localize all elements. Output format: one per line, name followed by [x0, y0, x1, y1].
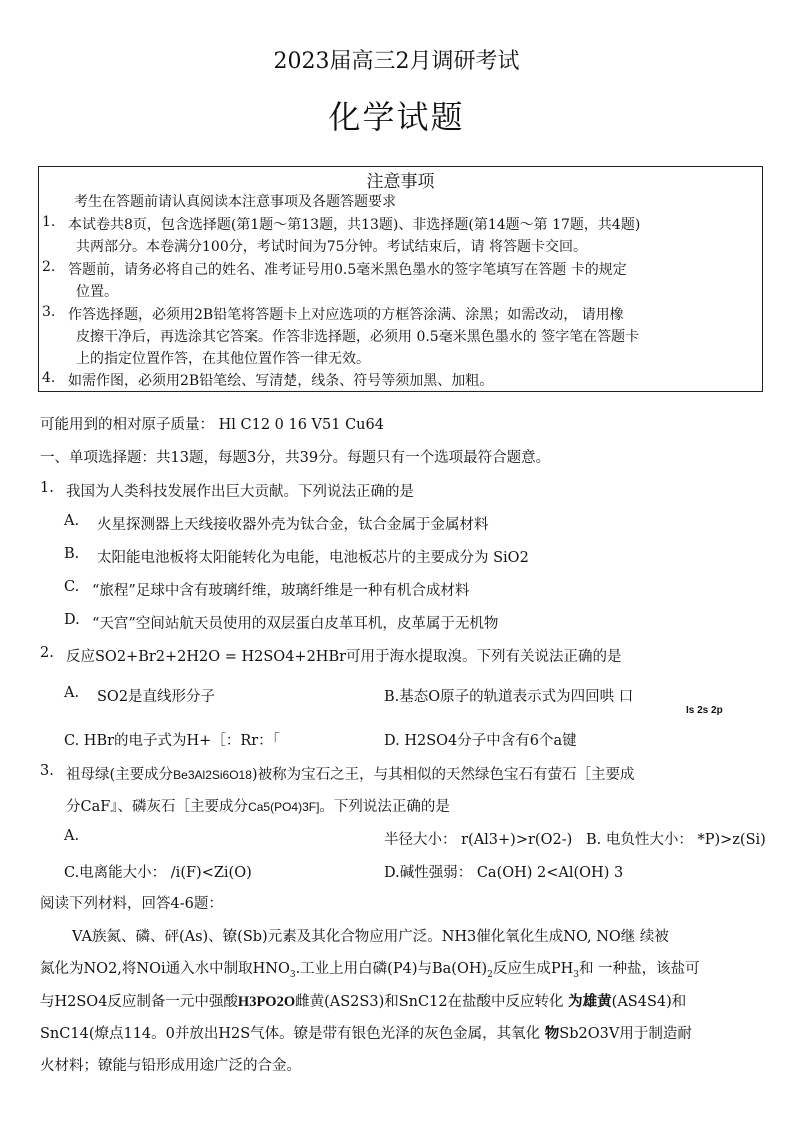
q2-orbital-labels: Is 2s 2p [686, 705, 723, 716]
q1-option-d-label: D. [64, 612, 80, 628]
q3-apatite-formula: Ca5(PO4)3F] [248, 800, 320, 814]
reading-line-4-b: Sb2O3V用于制造耐 [559, 1026, 692, 1042]
notice-item-4-num: 4. [42, 370, 56, 386]
q2-number: 2. [40, 645, 54, 661]
q3-option-a-label: A. [64, 828, 80, 844]
q3-line-2 [66, 795, 450, 816]
reading-line-3 [40, 990, 686, 1011]
atomic-masses: 可能用到的相对原子质量： Hl C12 0 16 V51 Cu64 [40, 417, 384, 433]
reading-line-3-bold-2: 为雄黄 [568, 993, 612, 1010]
reading-line-2-sub-2: 2 [487, 969, 493, 980]
q3-beryl-formula: Be3Al2Si6O18 [173, 768, 252, 782]
q3-line-1-pre: 祖母绿(主要成分 [66, 767, 174, 783]
q3-option-c-text: C.电离能大小： /i(F)<Zi(O) [64, 865, 252, 881]
notice-item-3-line1: 作答选择题，必须用2B铅笔将答题卡上对应选项的方框答涂满、涂黑；如需改动， 请用橡 [68, 307, 624, 323]
q3-line-1 [66, 763, 635, 784]
reading-line-1: VA族氮、磷、砰(As)、镣(Sb)元素及其化合物应用广泛。NH3催化氧化生成NO, NO继 续被 [72, 929, 669, 945]
reading-line-2-e: 反应生成PH [492, 961, 574, 977]
notice-item-2-line1: 答题前，请务必将自己的姓名、准考证号用0.5毫米黑色墨水的签字笔填写在答题 卡的规定 [68, 262, 627, 278]
q1-option-b-text: 太阳能电池板将太阳能转化为电能，电池板芯片的主要成分为 SiO2 [97, 550, 529, 566]
q3-option-b-text: B. 电负性大小： *P)>z(Si) [586, 832, 766, 848]
reading-line-2 [40, 957, 700, 980]
q3-option-d-text: D.碱性强弱： Ca(OH) 2<Al(OH) 3 [384, 865, 624, 881]
q1-option-d-text: “天宫”空间站航天员使用的双层蛋白皮革耳机，皮革属于无机物 [92, 616, 499, 632]
section-1-heading: 一、单项选择题：共13题，每题3分，共39分。每题只有一个选项最符合题意。 [40, 450, 551, 466]
reading-line-3-c: 雌黄(AS2S3)和SnC12在盐酸中反应转化 [295, 994, 569, 1010]
reading-line-4-a: SnC14(燎点114。0并放出H2S气体。镣是带有银色光泽的灰色金属，其氧化 [40, 1026, 545, 1042]
notice-item-2-line2: 位置。 [76, 284, 118, 300]
notice-item-1-line2: 共两部分。本卷满分100分，考试时间为75分钟。考试结束后，请 将答题卡交回。 [76, 239, 587, 255]
q1-option-b-label: B. [64, 546, 80, 562]
notice-box [38, 166, 763, 392]
subject-title: 化学试题 [328, 98, 465, 136]
q2-option-a-label: A. [64, 685, 80, 701]
q3-line-2-post: 。下列说法正确的是 [319, 799, 450, 815]
reading-line-3-a: 与H2SO4反应制备一元中强酸 [40, 994, 238, 1010]
reading-line-4 [40, 1022, 692, 1043]
q2-stem: 反应SO2+Br2+2H2O = H2SO4+2HBr可用于海水提取溴。下列有关说法正确的是 [66, 649, 622, 665]
reading-line-2-g: 和 一种盐，该盐可 [579, 961, 700, 977]
notice-title: 注意事项 [366, 172, 435, 192]
q3-line-2-pre: 分CaF』、磷灰石［主要成分 [66, 799, 249, 815]
notice-intro: 考生在答题前请认真阅读本注意事项及各题答题要求 [74, 194, 396, 210]
q2-option-a-text: SO2是直线形分子 [97, 689, 216, 705]
notice-item-3-num: 3. [42, 304, 56, 320]
notice-item-3-line2: 皮擦干净后，再选涂其它答案。作答非选择题，必须用 0.5毫米黑色墨水的 签字笔在答题卡 [76, 329, 640, 345]
notice-item-1-line1: 本试卷共8页，包含选择题(第1题～第13题，共13题)、非选择题(第14题～第 17题，共4题) [68, 217, 641, 233]
q1-number: 1. [40, 480, 54, 496]
q3-option-a-text: 半径大小： r(Al3+)>r(O2-) [384, 832, 573, 848]
q1-option-c-text: “旅程”足球中含有玻璃纤维，玻璃纤维是一种有机合成材料 [92, 583, 470, 599]
reading-line-3-d: (AS4S4)和 [611, 994, 687, 1010]
notice-item-4-line1: 如需作图，必须用2B铅笔绘、写清楚，线条、符号等须加黑、加粗。 [68, 373, 494, 389]
exam-title: 2023届高三2月调研考试 [273, 49, 520, 74]
reading-line-2-a: 氮化为NO2,将NOi通入水中制取HNO [40, 961, 290, 977]
notice-item-2-num: 2. [42, 259, 56, 275]
notice-item-3-line3: 上的指定位置作答，在其他位置作答一律无效。 [76, 351, 370, 367]
q1-option-a-label: A. [64, 513, 80, 529]
notice-item-1-num: 1. [42, 214, 56, 230]
q3-number: 3. [40, 763, 54, 779]
q3-line-1-post: )被称为宝石之王，与其相似的天然绿色宝石有萤石［主要成 [251, 767, 635, 783]
reading-line-2-sub-3: 3 [573, 969, 580, 980]
reading-line-5: 火材料；镣能与铅形成用途广泛的合金。 [40, 1058, 301, 1074]
q1-option-a-text: 火星探测器上天线接收器外壳为钛合金，钛合金属于金属材料 [97, 517, 489, 533]
q2-option-c-text: C. HBr的电子式为H+［：Rr：「 [64, 733, 280, 749]
reading-heading: 阅读下列材料，回答4-6题： [40, 896, 223, 912]
q2-option-d-text: D. H2SO4分子中含有6个a键 [384, 733, 577, 749]
reading-line-4-bold: 物 [544, 1025, 560, 1042]
reading-line-2-sub-1: 3 [289, 969, 296, 980]
q1-option-c-label: C. [64, 579, 80, 595]
reading-line-3-bold: H3PO2O [237, 994, 296, 1010]
reading-line-2-c: .工业上用白磷(P4)与Ba(OH) [295, 961, 488, 977]
q2-option-b-text: B.基态O原子的轨道表示式为四回哄 口 [384, 689, 634, 705]
q1-stem: 我国为人类科技发展作出巨大贡献。下列说法正确的是 [66, 484, 414, 500]
